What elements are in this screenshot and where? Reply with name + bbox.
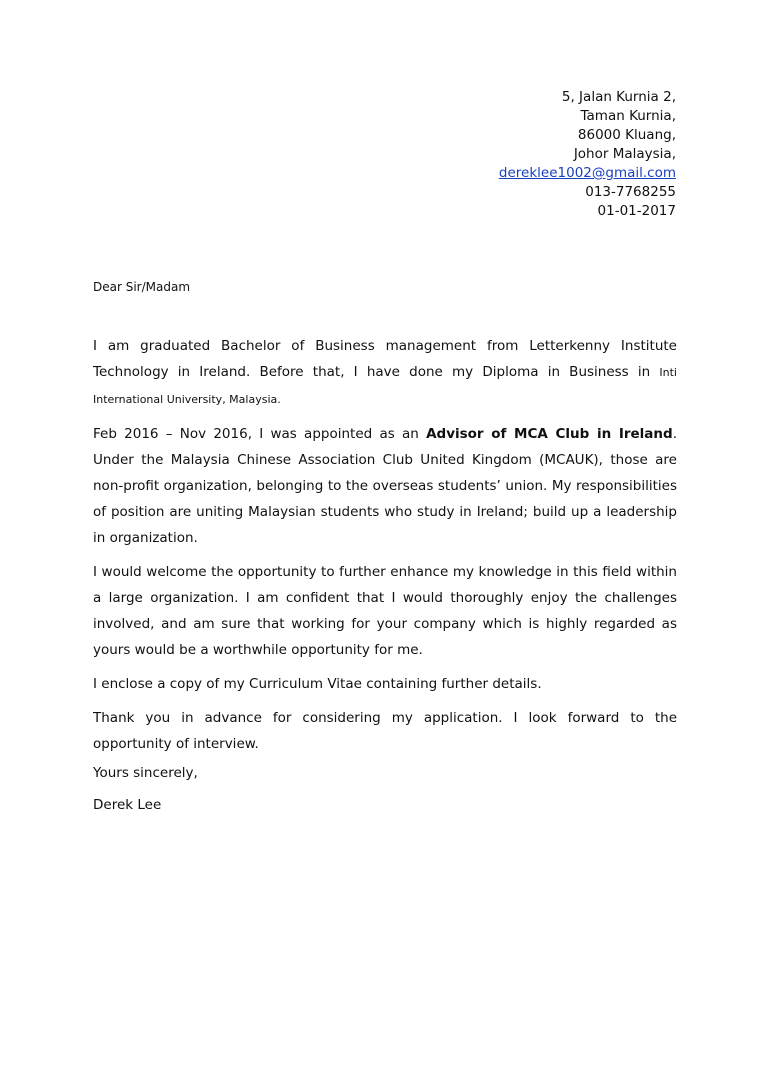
experience-rest: . Under the Malaysia Chinese Association Club United Kingdom (MCAUK), those are non-profit organization, belonging to the overseas students’ union. My responsibilities of position are uniting Malaysian students who study in Ireland; build up a leadership in organization. [93, 426, 677, 546]
salutation: Dear Sir/Madam [93, 280, 191, 294]
closing-block [93, 763, 198, 827]
experience-role: Advisor of MCA Club in Ireland [426, 426, 673, 442]
closing-phrase: Yours sincerely, [93, 765, 198, 781]
email-link[interactable]: dereklee1002@gmail.com [498, 165, 676, 181]
phone-number: 013-7768255 [585, 184, 676, 200]
address-line-2: Taman Kurnia, [580, 108, 676, 124]
paragraph-motivation: I would welcome the opportunity to further enhance my knowledge in this field within a large organization. I am confident that I would thoroughly enjoy the challenges involved, and am sure that working for your company which is highly regarded as yours would be a worthwhile opportunity for me. [93, 564, 677, 658]
letter-date: 01-01-2017 [597, 203, 676, 219]
education-text: I am graduated Bachelor of Business management from Letterkenny Institute Technology in Ireland. Before that, I have done my Diploma in Business in [93, 338, 677, 380]
sender-address-block [356, 88, 676, 221]
paragraph-education [93, 333, 677, 413]
paragraph-enclosure: I enclose a copy of my Curriculum Vitae containing further details. [93, 676, 542, 692]
signature-name: Derek Lee [93, 797, 162, 813]
paragraph-thanks: Thank you in advance for considering my application. I look forward to the opportunity of interview. [93, 710, 677, 752]
letter-body [93, 333, 677, 765]
address-line-1: 5, Jalan Kurnia 2, [561, 89, 676, 105]
experience-lead: Feb 2016 – Nov 2016, I was appointed as an [93, 426, 419, 442]
address-line-4: Johor Malaysia, [573, 146, 676, 162]
paragraph-experience [93, 421, 677, 551]
address-line-3: 86000 Kluang, [577, 127, 676, 143]
institution-name: Inti International University, Malaysia. [93, 366, 677, 406]
